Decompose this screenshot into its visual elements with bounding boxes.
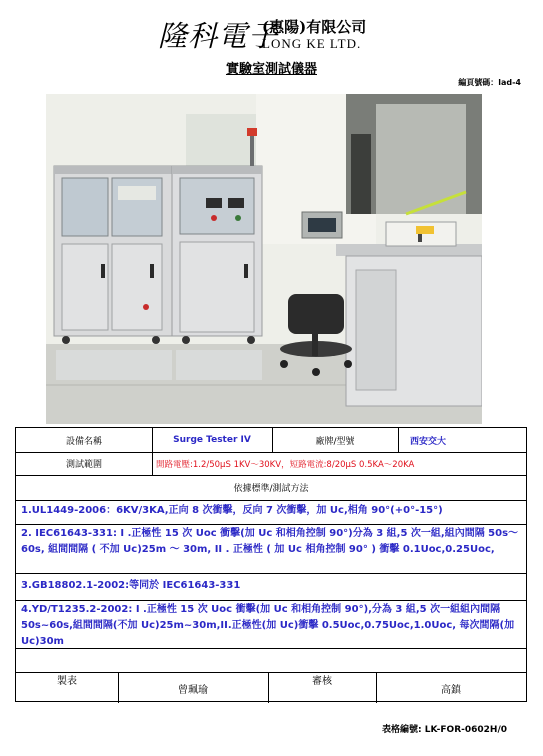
row-divider bbox=[16, 573, 526, 574]
company-subtitle: (惠陽)有限公司 bbox=[262, 18, 367, 36]
standard-item-4: 4.YD/T1235.2-2002: I .正極性 15 次 Uoc 衝擊(加 Uc 和相角控制 90°),分為 3 組,5 次一組組內間隔 50s~60s,組間間隔(不加 Uc)25m~30m,II.正極性(加 Uc)衝擊 0.5Uoc,0.75Uoc,1.0Uoc, 每次間隔(加 Uc)30m bbox=[21, 604, 515, 647]
document-title-text: 實驗室測試儀器 bbox=[225, 62, 317, 77]
company-logo-chinese: 隆科電子 bbox=[158, 19, 279, 53]
device-name-label: 設備名稱 bbox=[65, 436, 102, 447]
row-divider bbox=[16, 500, 526, 501]
page-number: 編頁號碼：lad-4 bbox=[458, 78, 521, 87]
standard-item-2: 2. IEC61643-331: I .正極性 15 次 Uoc 衝擊(加 Uc 和相角控制 90°)分為 3 組,5 次一組,組內間隔 50s～60s, 組間間隔 ( 不加 Uc)25m ～ 30m, II . 正極性 ( 加 Uc 相角控制 90° ) 衝擊 0.1Uoc,0.25Uoc, bbox=[21, 528, 519, 555]
lab-scene-illustration bbox=[46, 94, 482, 424]
brand-model-label: 廠牌/型號 bbox=[315, 436, 355, 447]
reviewed-by-value: 高鎮 bbox=[441, 684, 461, 696]
row-divider bbox=[16, 524, 526, 525]
standard-item-1: 1.UL1449-2006：6KV/3KA,正向 8 次衝擊，反向 7 次衝擊，加 Uc,相角 90°(+0°-15°) bbox=[21, 505, 443, 516]
equipment-photo bbox=[46, 94, 482, 424]
brand-model-value: 西安交大 bbox=[409, 436, 446, 447]
reviewed-by-label: 審核 bbox=[312, 676, 332, 687]
company-english-name: LONG KE LTD. bbox=[262, 36, 362, 51]
test-range-label: 測試範圍 bbox=[65, 460, 102, 470]
standards-header: 依據標準/測試方法 bbox=[233, 484, 309, 494]
equipment-info-table bbox=[15, 427, 527, 702]
prepared-by-value: 曾珮瑜 bbox=[178, 684, 208, 696]
standard-item-3: 3.GB18802.1-2002:等同於 IEC61643-331 bbox=[21, 580, 241, 591]
form-number: 表格編號: LK-FOR-0602H/0 bbox=[382, 725, 507, 735]
prepared-by-label: 製表 bbox=[57, 676, 77, 687]
row-divider bbox=[16, 600, 526, 601]
device-name-value: Surge Tester IV bbox=[173, 435, 251, 445]
test-range-value: 開路電壓:1.2/50μS 1KV～30KV，短路電流:8/20μS 0.5KA～20KA bbox=[156, 459, 415, 470]
document-title bbox=[0, 58, 543, 77]
